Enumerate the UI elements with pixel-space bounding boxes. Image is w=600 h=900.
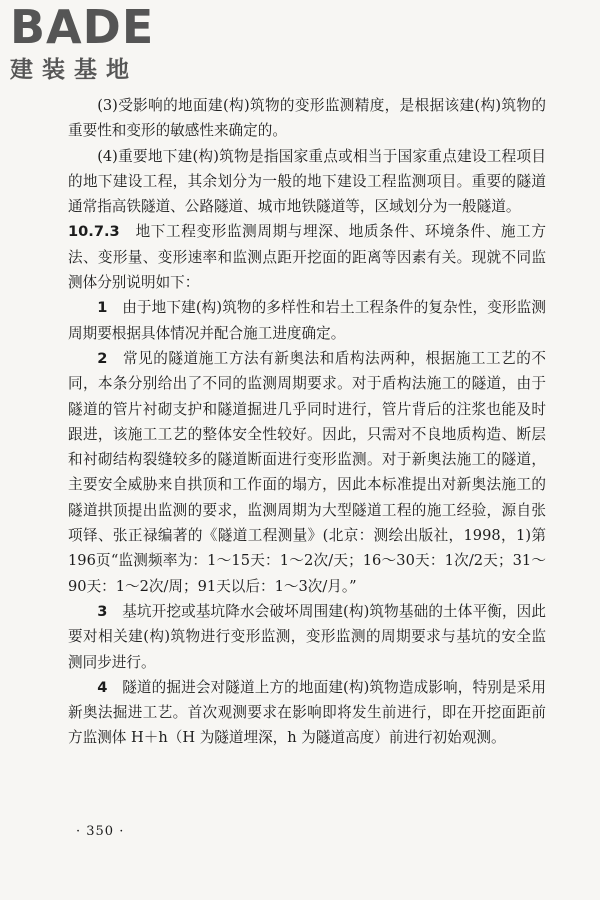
section-10-7-3 (68, 219, 546, 295)
section-number: 10.7.3 (68, 223, 120, 241)
paragraph-item-3: (3)受影响的地面建(构)筑物的变形监测精度，是根据该建(构)筑物的重要性和变形的敏感性来确定的。 (68, 97, 546, 140)
list-item-3 (68, 599, 546, 675)
list-item-2 (68, 346, 546, 599)
list-number: 1 (97, 299, 108, 317)
logo-subtitle: 建装基地 (10, 57, 138, 83)
list-number: 2 (97, 349, 108, 367)
list-text: 由于地下建(构)筑物的多样性和岩土工程条件的复杂性，变形监测周期要根据具体情况并配合施工进度确定。 (68, 299, 546, 342)
list-text: 常见的隧道施工方法有新奥法和盾构法两种，根据施工工艺的不同，本条分别给出了不同的监测周期要求。对于盾构法施工的隧道，由于隧道的管片衬砌支护和隧道掘进几乎同时进行，管片背后的注浆也能及时跟进，该施工工艺的整体安全性较好。因此，只需对不良地质构造、断层和衬砌结构裂缝较多的隧道断面进行变形监测。对于新奥法施工的隧道，主要安全威胁来自拱顶和工作面的塌方，因此本标准提出对新奥法施工的隧道拱顶提出监测的要求，监测周期为大型隧道工程的施工经验，源自张项铎、张正禄编著的《隧道工程测量》(北京：测绘出版社，1998，1)第196页“监测频率为：1～15天：1～2次/天；16～30天：1次/2天；31～90天：1～2次/周；91天以后：1～3次/月。” (68, 349, 546, 595)
paragraph-item-4: (4)重要地下建(构)筑物是指国家重点或相当于国家重点建设工程项目的地下建设工程，其余划分为一般的地下建设工程监测项目。重要的隧道通常指高铁隧道、公路隧道、城市地铁隧道等，区域划分为一般隧道。 (68, 147, 546, 216)
list-text: 基坑开挖或基坑降水会破坏周围建(构)筑物基础的土体平衡，因此要对相关建(构)筑物进行变形监测，变形监测的周期要求与基坑的安全监测同步进行。 (68, 602, 546, 671)
document-body (68, 93, 546, 751)
list-number: 4 (97, 678, 108, 696)
list-number: 3 (97, 602, 108, 620)
list-text: 隧道的掘进会对隧道上方的地面建(构)筑物造成影响，特别是采用新奥法掘进工艺。首次观测要求在影响即将发生前进行，即在开挖面距前方监测体 H＋h（H 为隧道埋深，h 为隧道高度）前进行初始观测。 (68, 678, 546, 747)
list-item-4 (68, 675, 546, 751)
list-item-1 (68, 295, 546, 346)
logo-wordmark: BADE (10, 0, 155, 54)
page-number: · 350 · (76, 824, 125, 839)
bade-logo (10, 2, 175, 86)
section-text: 地下工程变形监测周期与埋深、地质条件、环境条件、施工方法、变形量、变形速率和监测点距开挖面的距离等因素有关。现就不同监测体分别说明如下： (68, 223, 546, 292)
